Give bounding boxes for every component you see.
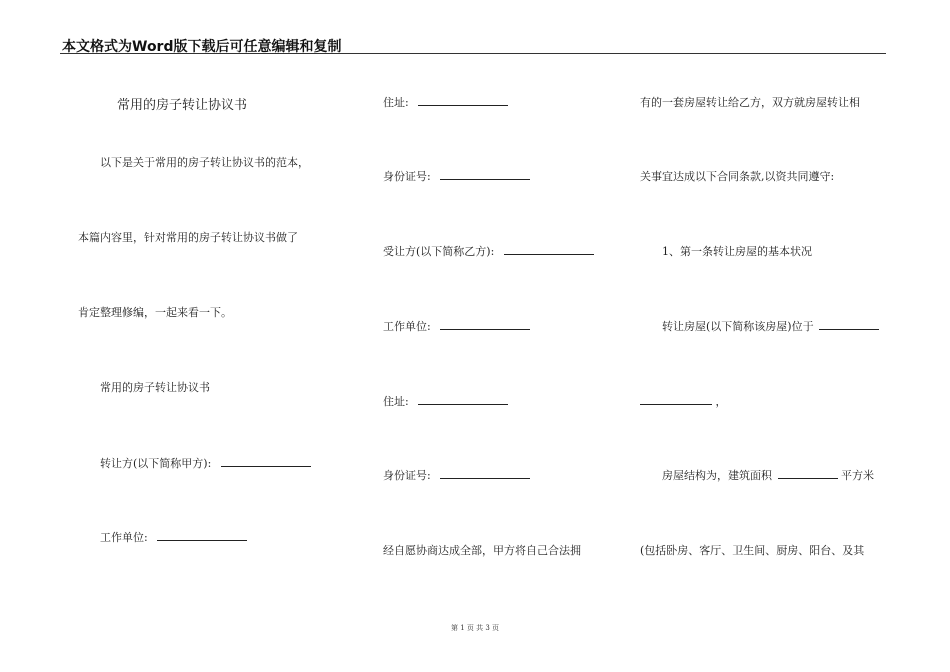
work-unit-a-line	[100, 529, 247, 545]
id-a-label: 身份证号:	[383, 170, 431, 183]
id-b-line	[383, 467, 530, 483]
header-rule	[60, 53, 886, 54]
address-b-label: 住址:	[383, 395, 409, 408]
location-cont-blank	[640, 394, 712, 405]
page-footer: 第 1 页 共 3 页	[450, 624, 500, 632]
id-a-blank	[440, 169, 530, 180]
work-unit-b-label: 工作单位:	[383, 320, 431, 333]
includes-line: (包括卧房、客厅、卫生间、厨房、阳台、及其	[640, 544, 865, 557]
party-a-blank	[221, 456, 311, 467]
location-cont-line	[640, 393, 727, 409]
address-b-blank	[418, 394, 508, 405]
document-header: 本文格式为Word版下载后可任意编辑和复制	[62, 39, 342, 55]
location-comma: ，	[715, 395, 727, 408]
doc-title: 常用的房子转让协议书	[100, 381, 210, 394]
party-a-line	[100, 455, 311, 471]
intro-line-1: 以下是关于常用的房子转让协议书的范本，	[100, 156, 309, 169]
clause-1-heading: 1、第一条转让房屋的基本状况	[662, 245, 812, 258]
intro-line-2: 本篇内容里，针对常用的房子转让协议书做了	[78, 231, 298, 244]
area-blank	[778, 468, 838, 479]
id-a-line	[383, 168, 530, 184]
party-b-blank	[504, 244, 594, 255]
work-unit-a-label: 工作单位:	[100, 531, 148, 544]
area-unit: 平方米	[841, 469, 874, 482]
right-cont-2: 关事宜达成以下合同条款,以资共同遵守:	[640, 170, 835, 183]
id-b-label: 身份证号:	[383, 469, 431, 482]
party-b-line	[383, 243, 594, 259]
location-label: 转让房屋(以下简称该房屋)位于	[662, 320, 814, 333]
structure-label: 房屋结构为，建筑面积	[662, 469, 772, 482]
work-unit-a-blank	[157, 530, 247, 541]
address-a-label: 住址:	[383, 96, 409, 109]
id-b-blank	[440, 468, 530, 479]
address-a-blank	[418, 95, 508, 106]
intro-line-3: 肯定整理修编，一起来看一下。	[78, 306, 232, 319]
party-b-label: 受让方(以下简称乙方):	[383, 245, 495, 258]
location-line	[662, 318, 879, 334]
address-b-line	[383, 393, 508, 409]
structure-line	[662, 467, 874, 483]
right-cont-1: 有的一套房屋转让给乙方，双方就房屋转让相	[640, 96, 860, 109]
work-unit-b-line	[383, 318, 530, 334]
address-a-line	[383, 94, 508, 110]
left-title: 常用的房子转让协议书	[117, 98, 248, 113]
work-unit-b-blank	[440, 319, 530, 330]
party-a-label: 转让方(以下简称甲方):	[100, 457, 212, 470]
consensus-line: 经自愿协商达成全部，甲方将自己合法拥	[383, 544, 581, 557]
location-blank	[819, 319, 879, 330]
